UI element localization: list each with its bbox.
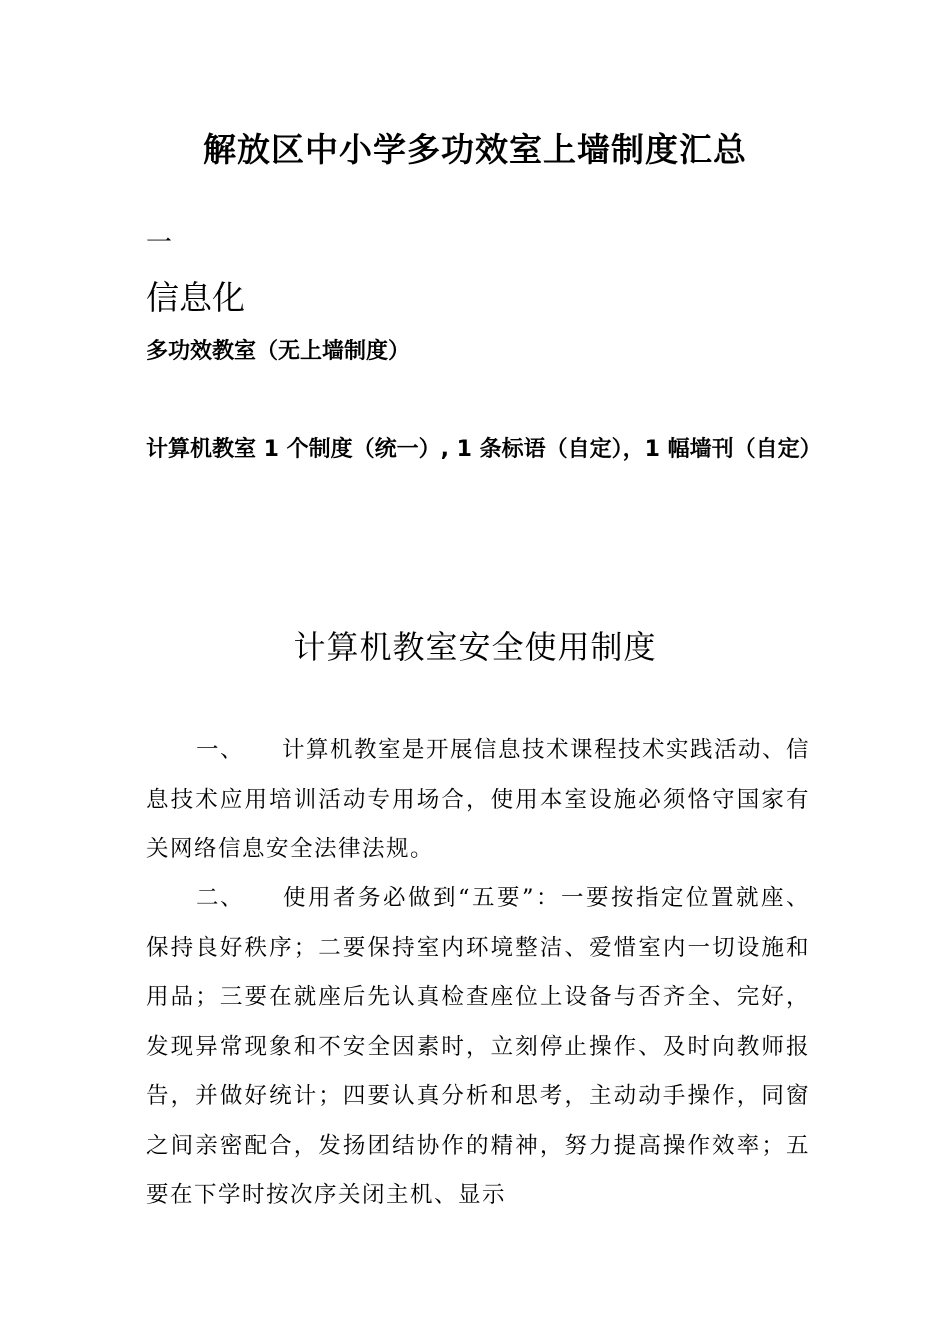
rule-paragraph	[146, 726, 810, 875]
paragraph-text: 计算机教室是开展信息技术课程技术实践活动、信息技术应用培训活动专用场合，使用本室设施必须恪守国家有关网络信息安全法律法规。	[146, 737, 811, 862]
section-number: 一	[146, 228, 173, 258]
paragraph-number: 一、	[196, 737, 245, 763]
rule-title: 计算机教室安全使用制度	[293, 628, 657, 666]
document-title: 解放区中小学多功效室上墙制度汇总	[203, 130, 747, 169]
section-heading: 信息化	[146, 278, 245, 317]
classroom-item-computer: 计算机教室 1 个制度（统一）, 1 条标语（自定），1 幅墙刊（自定）	[146, 437, 822, 462]
paragraph-text: 使用者务必做到“五要”：一要按指定位置就座、保持良好秩序；二要保持室内环境整洁、爱惜室内一切设施和用品；三要在就座后先认真检查座位上设备与否齐全、完好，发现异常现象和不安全因素时，立刻停止操作、及时向教师报告，并做好统计；四要认真分析和思考，主动动手操作，同窗之间亲密配合，发扬团结协作的精神，努力提高操作效率；五要在下学时按次序关闭主机、显示	[146, 885, 810, 1208]
classroom-item-multifunction: 多功效教室（无上墙制度）	[146, 339, 411, 364]
rule-paragraph	[146, 874, 810, 1221]
paragraph-number: 二、	[196, 885, 245, 911]
